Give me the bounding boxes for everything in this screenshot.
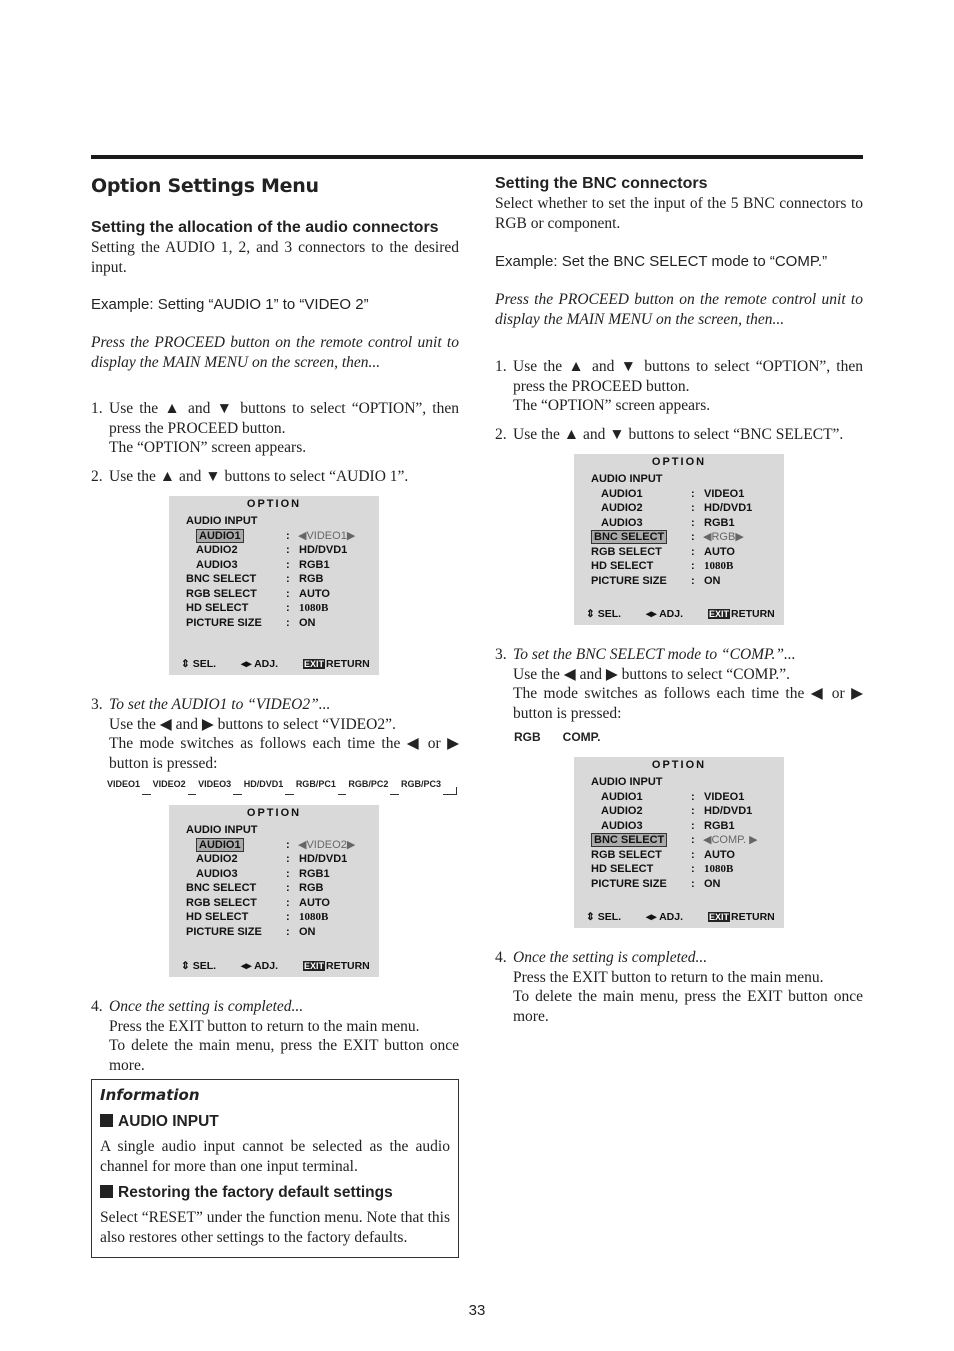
- bnc-step-2: 2. Use the ▲ and ▼ buttons to select “BNC SELECT”.: [495, 425, 844, 443]
- factory-reset-note: Select “RESET” under the function menu. Note that this also restores other settings to the factory defaults.: [100, 1209, 450, 1246]
- bnc-select-selected: BNC SELECT: [591, 530, 667, 544]
- square-bullet-icon: [100, 1114, 113, 1127]
- audio-input-note: A single audio input cannot be selected as the audio channel for more than one input terminal.: [100, 1138, 450, 1175]
- osd-option-screen-2: OPTION AUDIO INPUT AUDIO1 : ◀VIDEO2▶ AUDIO2 : HD/DVD1 AUDIO3 : RGB1 BNC SELECT : RGB RGB SELECT : AUTO HD SELECT : 1080B PICTURE SIZE : ON ⇕ SEL. ◂▸ ADJ. EXIT RETURN: [169, 805, 379, 977]
- video-cycle-diagram: VIDEO1 VIDEO2 VIDEO3 HD/DVD1 RGB/PC1 RGB/PC2 RGB/PC3: [91, 779, 459, 797]
- bnc-section-heading: Setting the BNC connectors: [495, 175, 708, 192]
- audio-section-heading: Setting the allocation of the audio connectors: [91, 219, 439, 236]
- square-bullet-icon: [100, 1185, 113, 1198]
- exit-icon: EXIT: [304, 961, 325, 971]
- page-number: 33: [468, 1302, 486, 1319]
- exit-icon: EXIT: [304, 659, 325, 669]
- audio-step-1: 1. Use the ▲ and ▼ buttons to select “OPTION”, then press the PROCEED button. The “OPTION” screen appears.: [91, 400, 459, 456]
- bnc-select-selected: BNC SELECT: [591, 833, 667, 847]
- audio1-selected: AUDIO1: [196, 838, 244, 852]
- leftright-icon: ◂▸: [241, 960, 252, 972]
- factory-reset-heading: Restoring the factory default settings: [100, 1183, 450, 1203]
- updown-icon: ⇕: [586, 608, 595, 620]
- osd-footer: ⇕ SEL. ◂▸ ADJ. EXIT RETURN: [181, 960, 370, 972]
- osd-option-screen-1: OPTION AUDIO INPUT AUDIO1 : ◀VIDEO1▶ AUDIO2 : HD/DVD1 AUDIO3 : RGB1 BNC SELECT : RGB RGB SELECT : AUTO HD SELECT : 1080B PICTURE SIZE : ON ⇕ SEL. ◂▸ ADJ. EXIT RETURN: [169, 496, 379, 675]
- osd-option-screen-4: OPTION AUDIO INPUT AUDIO1 : VIDEO1 AUDIO2 : HD/DVD1 AUDIO3 : RGB1 BNC SELECT : ◀COMP. ▶ RGB SELECT : AUTO HD SELECT : 1080B PICTURE SIZE : ON ⇕ SEL. ◂▸ ADJ. EXIT RETURN: [574, 757, 784, 928]
- updown-icon: ⇕: [181, 658, 190, 670]
- audio-example: Example: Setting “AUDIO 1” to “VIDEO 2”: [91, 296, 369, 313]
- bnc-step-4: 4. Once the setting is completed... Press the EXIT button to return to the main menu. To delete the main menu, press the EXIT button once more.: [495, 949, 863, 1025]
- audio-input-heading: AUDIO INPUT: [100, 1112, 450, 1132]
- information-heading: Information: [100, 1086, 200, 1104]
- updown-icon: ⇕: [586, 911, 595, 923]
- audio-step-3: 3. To set the AUDIO1 to “VIDEO2”... Use the ◀ and ▶ buttons to select “VIDEO2”. The mode switches as follows each time the ◀ or ▶ button is pressed:: [91, 696, 459, 772]
- osd-footer: ⇕ SEL. ◂▸ ADJ. EXIT RETURN: [586, 911, 775, 923]
- bnc-step-1: 1. Use the ▲ and ▼ buttons to select “OPTION”, then press the PROCEED button. The “OPTION” screen appears.: [495, 358, 863, 414]
- bnc-mode-cycle: RGB COMP.: [514, 730, 601, 744]
- audio-intro: Setting the AUDIO 1, 2, and 3 connectors to the desired input.: [91, 239, 459, 276]
- leftright-icon: ◂▸: [646, 608, 657, 620]
- updown-icon: ⇕: [181, 960, 190, 972]
- audio1-selected: AUDIO1: [196, 529, 244, 543]
- information-box: [91, 1079, 459, 1258]
- bnc-press-note: Press the PROCEED button on the remote control unit to display the MAIN MENU on the screen, then...: [495, 291, 863, 328]
- audio-press-note: Press the PROCEED button on the remote control unit to display the MAIN MENU on the screen, then...: [91, 334, 459, 371]
- top-rule: [91, 155, 863, 159]
- exit-icon: EXIT: [709, 609, 730, 619]
- bnc-step-3: 3. To set the BNC SELECT mode to “COMP.”... Use the ◀ and ▶ buttons to select “COMP.”. The mode switches as follows each time the ◀ or ▶ button is pressed:: [495, 646, 863, 722]
- right-column: [495, 174, 863, 1026]
- page-title: Option Settings Menu: [91, 175, 319, 197]
- leftright-icon: ◂▸: [241, 658, 252, 670]
- audio-step-2: 2. Use the ▲ and ▼ buttons to select “AUDIO 1”.: [91, 467, 409, 485]
- left-column: [91, 170, 459, 1258]
- osd-option-screen-3: OPTION AUDIO INPUT AUDIO1 : VIDEO1 AUDIO2 : HD/DVD1 AUDIO3 : RGB1 BNC SELECT : ◀RGB▶ RGB SELECT : AUTO HD SELECT : 1080B PICTURE SIZE : ON ⇕ SEL. ◂▸ ADJ. EXIT RETURN: [574, 454, 784, 625]
- leftright-icon: ◂▸: [646, 911, 657, 923]
- osd-footer: ⇕ SEL. ◂▸ ADJ. EXIT RETURN: [586, 608, 775, 620]
- osd-footer: ⇕ SEL. ◂▸ ADJ. EXIT RETURN: [181, 658, 370, 670]
- audio-step-4: 4. Once the setting is completed... Press the EXIT button to return to the main menu. To delete the main menu, press the EXIT button once more.: [91, 998, 459, 1074]
- bnc-example: Example: Set the BNC SELECT mode to “COMP.”: [495, 253, 828, 270]
- exit-icon: EXIT: [709, 912, 730, 922]
- bnc-intro: Select whether to set the input of the 5 BNC connectors to RGB or component.: [495, 195, 863, 232]
